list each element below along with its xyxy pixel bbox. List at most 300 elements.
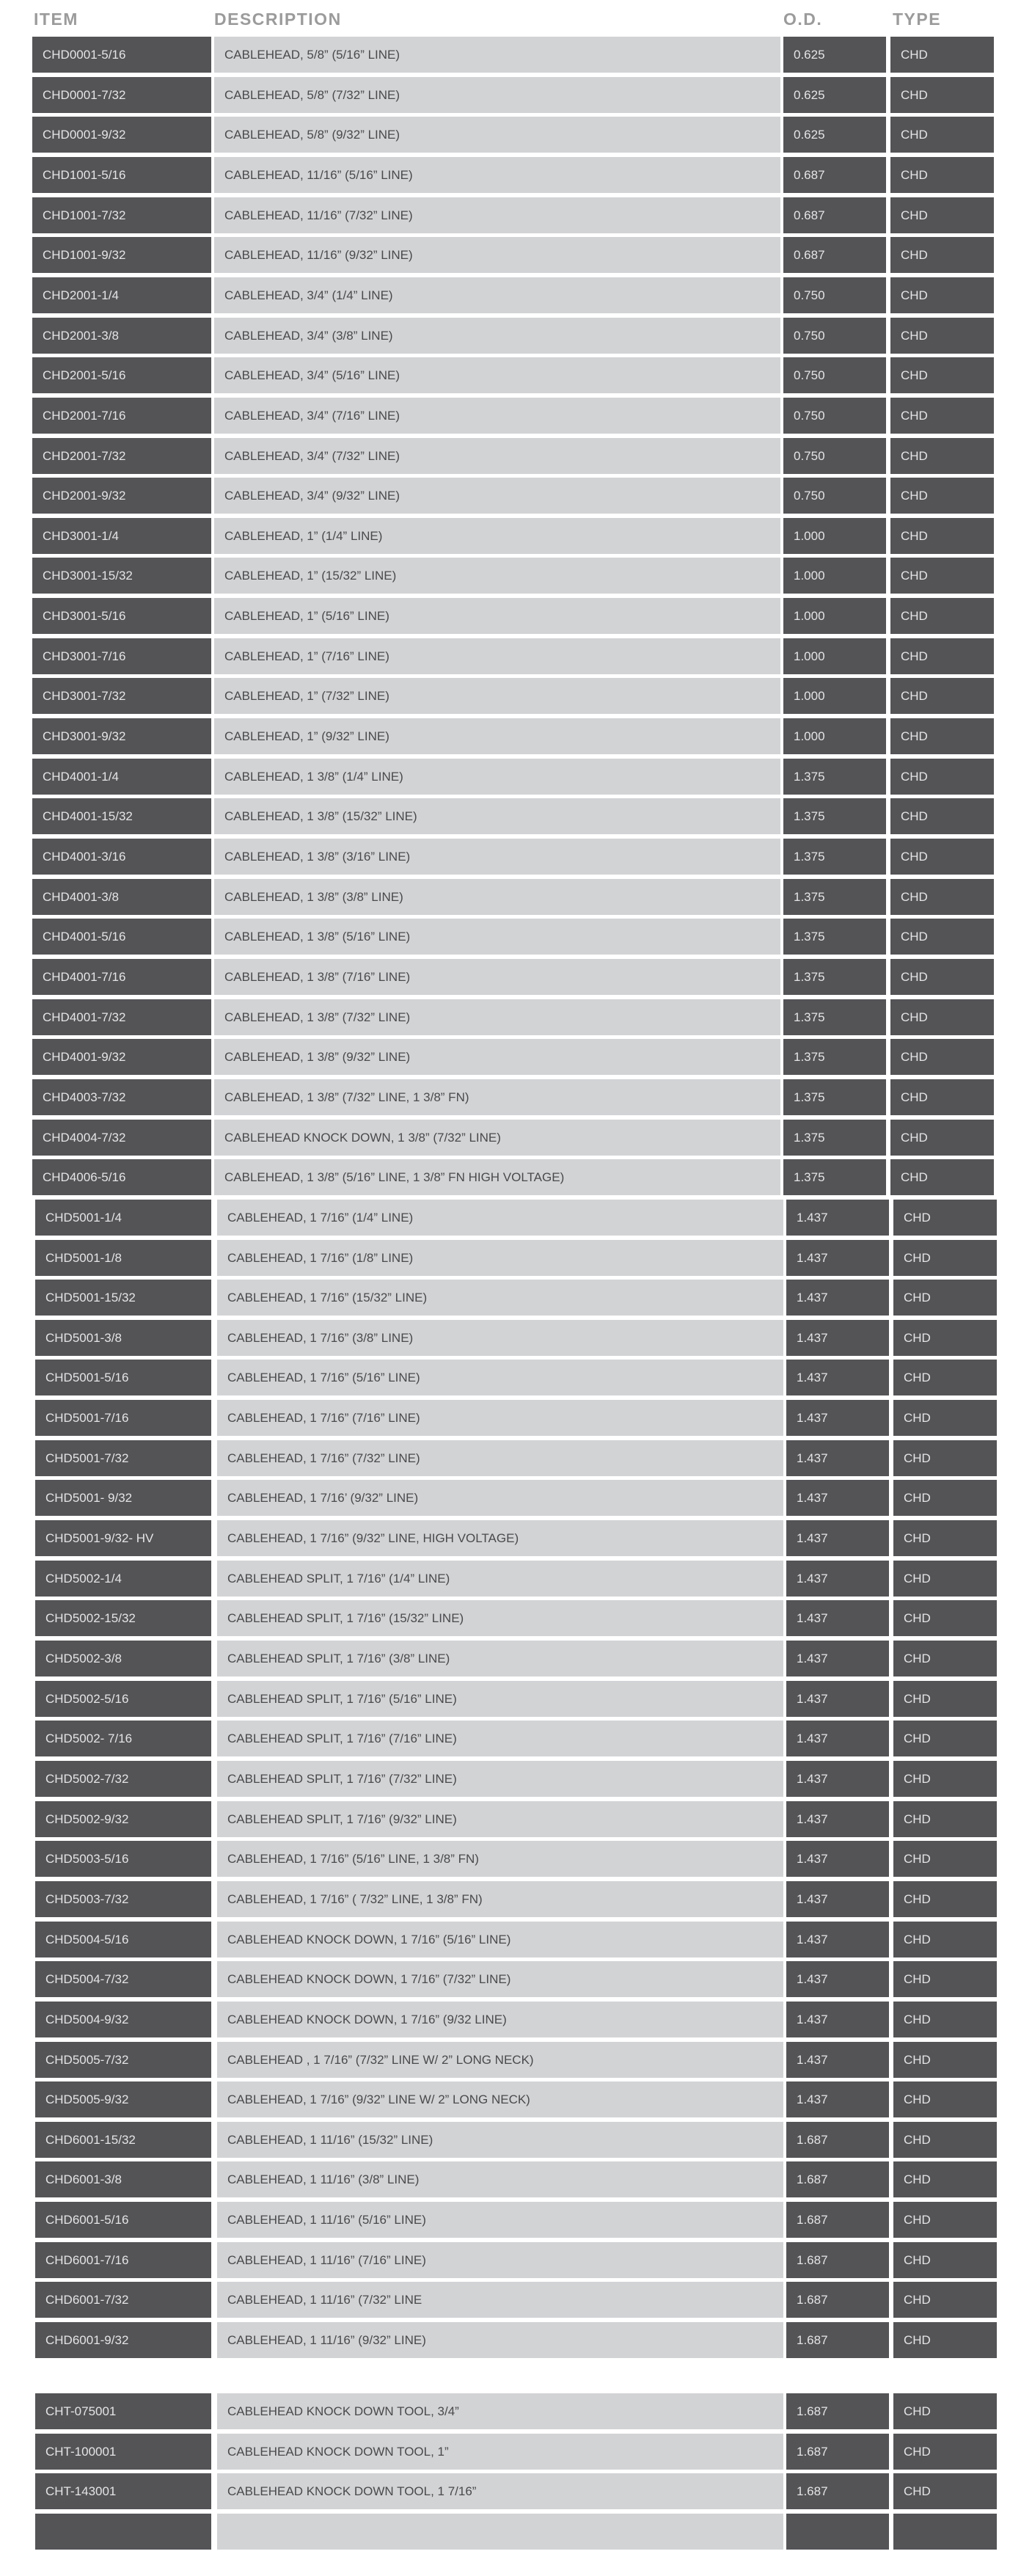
type-cell: CHD (893, 1240, 997, 1276)
type-cell: CHD (890, 759, 994, 795)
od-cell: 0.750 (783, 318, 886, 354)
type-cell: CHD (893, 2161, 997, 2197)
description-cell: CABLEHEAD, 11/16” (7/32” LINE) (214, 197, 780, 233)
type-cell: CHD (890, 357, 994, 393)
item-cell: CHD4001-3/8 (32, 879, 211, 915)
type-cell: CHD (890, 277, 994, 313)
type-cell (893, 2514, 997, 2550)
item-cell: CHT-143001 (35, 2473, 211, 2509)
item-cell: CHD5004-7/32 (35, 1961, 211, 1997)
type-cell: CHD (893, 1520, 997, 1556)
table-row (0, 2122, 1021, 2158)
item-cell: CHD4001-7/32 (32, 999, 211, 1035)
description-cell: CABLEHEAD SPLIT, 1 7/16” (5/16” LINE) (217, 1681, 783, 1717)
item-cell: CHD5001-1/4 (35, 1200, 211, 1236)
type-cell: CHD (893, 1681, 997, 1717)
type-cell: CHD (890, 318, 994, 354)
type-cell: CHD (893, 2081, 997, 2117)
od-cell: 1.687 (786, 2282, 889, 2318)
od-cell: 0.687 (783, 237, 886, 273)
od-cell: 0.750 (783, 478, 886, 514)
od-cell: 1.437 (786, 1440, 889, 1476)
description-cell: CABLEHEAD, 1 7/16” (5/16” LINE, 1 3/8” FN) (217, 1841, 783, 1877)
type-cell: CHD (890, 518, 994, 554)
item-cell: CHD6001-3/8 (35, 2161, 211, 2197)
od-cell: 1.437 (786, 1801, 889, 1837)
description-cell: CABLEHEAD, 3/4” (7/16” LINE) (214, 398, 780, 434)
item-cell: CHD1001-5/16 (32, 157, 211, 193)
description-cell: CABLEHEAD KNOCK DOWN TOOL, 1” (217, 2434, 783, 2470)
description-cell: CABLEHEAD, 1 11/16” (9/32” LINE) (217, 2322, 783, 2358)
item-cell: CHD5004-5/16 (35, 1922, 211, 1957)
od-cell: 0.750 (783, 357, 886, 393)
table-row (0, 1922, 1021, 1957)
tool-row (0, 2393, 1021, 2429)
column-header-od: O.D. (783, 10, 823, 29)
table-row (0, 478, 1021, 514)
type-cell: CHD (893, 2122, 997, 2158)
description-cell: CABLEHEAD, 1 3/8” (7/16” LINE) (214, 959, 780, 995)
item-cell: CHD5005-9/32 (35, 2081, 211, 2117)
description-cell: CABLEHEAD KNOCK DOWN, 1 7/16” (9/32 LINE) (217, 2002, 783, 2037)
od-cell: 1.687 (786, 2322, 889, 2358)
type-cell: CHD (893, 2042, 997, 2078)
table-row (0, 1841, 1021, 1877)
table-row (0, 1561, 1021, 1597)
od-cell: 0.750 (783, 438, 886, 474)
table-row (0, 1721, 1021, 1756)
description-cell: CABLEHEAD, 1” (7/16” LINE) (214, 638, 780, 674)
item-cell: CHD4001-9/32 (32, 1039, 211, 1075)
table-row (0, 277, 1021, 313)
table-row (0, 77, 1021, 113)
od-cell: 1.437 (786, 1922, 889, 1957)
item-cell: CHD4001-1/4 (32, 759, 211, 795)
type-cell: CHD (890, 37, 994, 73)
item-cell: CHD4003-7/32 (32, 1079, 211, 1115)
type-cell: CHD (890, 598, 994, 634)
od-cell: 1.375 (783, 759, 886, 795)
type-cell: CHD (890, 798, 994, 834)
table-row (0, 1320, 1021, 1356)
type-cell: CHD (893, 1600, 997, 1636)
item-cell: CHD0001-5/16 (32, 37, 211, 73)
table-row (0, 518, 1021, 554)
description-cell: CABLEHEAD, 1 3/8” (9/32” LINE) (214, 1039, 780, 1075)
type-cell: CHD (893, 2322, 997, 2358)
item-cell: CHD4001-15/32 (32, 798, 211, 834)
description-cell: CABLEHEAD, 3/4” (5/16” LINE) (214, 357, 780, 393)
item-cell: CHD5002-9/32 (35, 1801, 211, 1837)
table-row (0, 839, 1021, 875)
table-row (0, 438, 1021, 474)
item-cell: CHD6001-15/32 (35, 2122, 211, 2158)
od-cell: 1.375 (783, 919, 886, 955)
table-row (0, 1039, 1021, 1075)
od-cell: 1.437 (786, 2042, 889, 2078)
description-cell: CABLEHEAD, 1 7/16” (1/4” LINE) (217, 1200, 783, 1236)
od-cell: 1.437 (786, 1841, 889, 1877)
description-cell: CABLEHEAD, 1 3/8” (1/4” LINE) (214, 759, 780, 795)
item-cell: CHD2001-7/32 (32, 438, 211, 474)
od-cell: 1.000 (783, 558, 886, 594)
item-cell: CHD3001-7/32 (32, 678, 211, 714)
description-cell: CABLEHEAD, 5/8” (5/16” LINE) (214, 37, 780, 73)
description-cell: CABLEHEAD, 5/8” (7/32” LINE) (214, 77, 780, 113)
table-header (0, 6, 1021, 32)
type-cell: CHD (893, 2473, 997, 2509)
table-row (0, 558, 1021, 594)
od-cell: 1.437 (786, 1561, 889, 1597)
od-cell: 1.687 (786, 2202, 889, 2238)
type-cell: CHD (890, 678, 994, 714)
table-row (0, 1681, 1021, 1717)
item-cell: CHD6001-5/16 (35, 2202, 211, 2238)
type-cell: CHD (890, 398, 994, 434)
type-cell: CHD (893, 2434, 997, 2470)
item-cell: CHD5002- 7/16 (35, 1721, 211, 1756)
description-cell: CABLEHEAD KNOCK DOWN, 1 3/8” (7/32” LINE) (214, 1120, 780, 1156)
item-cell: CHD5002-5/16 (35, 1681, 211, 1717)
table-row (0, 37, 1021, 73)
od-cell: 0.687 (783, 197, 886, 233)
od-cell: 0.625 (783, 37, 886, 73)
table-row (0, 1881, 1021, 1917)
od-cell: 1.000 (783, 638, 886, 674)
od-cell: 1.687 (786, 2434, 889, 2470)
table-row (0, 1801, 1021, 1837)
type-cell: CHD (893, 1841, 997, 1877)
od-cell: 1.437 (786, 1681, 889, 1717)
type-cell: CHD (893, 1641, 997, 1676)
description-cell: CABLEHEAD SPLIT, 1 7/16” (15/32” LINE) (217, 1600, 783, 1636)
table-row (0, 1280, 1021, 1316)
type-cell: CHD (893, 1721, 997, 1756)
description-cell: CABLEHEAD, 1 7/16” (5/16” LINE) (217, 1360, 783, 1395)
od-cell: 1.375 (783, 839, 886, 875)
table-row (0, 1159, 1021, 1195)
table-row (0, 2161, 1021, 2197)
description-cell: CABLEHEAD, 1 3/8” (15/32” LINE) (214, 798, 780, 834)
item-cell: CHD5001-9/32- HV (35, 1520, 211, 1556)
od-cell: 0.625 (783, 77, 886, 113)
table-row (0, 117, 1021, 153)
table-row (0, 1360, 1021, 1395)
description-cell: CABLEHEAD, 1 7/16” (1/8” LINE) (217, 1240, 783, 1276)
od-cell: 1.375 (783, 798, 886, 834)
description-cell: CABLEHEAD, 1” (1/4” LINE) (214, 518, 780, 554)
type-cell: CHD (890, 919, 994, 955)
table-row (0, 1120, 1021, 1156)
description-cell: CABLEHEAD, 1 3/8” (3/8” LINE) (214, 879, 780, 915)
item-cell: CHD3001-15/32 (32, 558, 211, 594)
od-cell: 1.687 (786, 2242, 889, 2278)
table-row (0, 1200, 1021, 1236)
table-row (0, 197, 1021, 233)
item-cell: CHD5001- 9/32 (35, 1480, 211, 1516)
od-cell: 0.625 (783, 117, 886, 153)
table-row (0, 1480, 1021, 1516)
table-row (0, 759, 1021, 795)
item-cell: CHD5002-7/32 (35, 1761, 211, 1797)
type-cell: CHD (890, 157, 994, 193)
item-cell: CHD5005-7/32 (35, 2042, 211, 2078)
column-header-description: DESCRIPTION (214, 10, 342, 29)
description-cell: CABLEHEAD KNOCK DOWN, 1 7/16” (5/16” LINE) (217, 1922, 783, 1957)
item-cell: CHD5003-7/32 (35, 1881, 211, 1917)
description-cell: CABLEHEAD KNOCK DOWN TOOL, 1 7/16” (217, 2473, 783, 2509)
description-cell: CABLEHEAD, 1 3/8” (7/32” LINE) (214, 999, 780, 1035)
description-cell: CABLEHEAD, 1 11/16” (7/32” LINE (217, 2282, 783, 2318)
od-cell: 0.687 (783, 157, 886, 193)
type-cell: CHD (890, 839, 994, 875)
description-cell: CABLEHEAD, 1 11/16” (5/16” LINE) (217, 2202, 783, 2238)
item-cell: CHD1001-7/32 (32, 197, 211, 233)
description-cell: CABLEHEAD, 1 7/16” (7/32” LINE) (217, 1440, 783, 1476)
description-cell: CABLEHEAD, 1 3/8” (7/32” LINE, 1 3/8” FN) (214, 1079, 780, 1115)
item-cell: CHD6001-7/32 (35, 2282, 211, 2318)
type-cell: CHD (890, 1079, 994, 1115)
type-cell: CHD (890, 638, 994, 674)
item-cell: CHD3001-5/16 (32, 598, 211, 634)
table-row (0, 638, 1021, 674)
table-row (0, 798, 1021, 834)
table-row (0, 2202, 1021, 2238)
table-row (0, 2002, 1021, 2037)
item-cell: CHD5001-15/32 (35, 1280, 211, 1316)
item-cell: CHD0001-7/32 (32, 77, 211, 113)
item-cell: CHD5002-15/32 (35, 1600, 211, 1636)
description-cell: CABLEHEAD, 3/4” (9/32” LINE) (214, 478, 780, 514)
description-cell: CABLEHEAD, 1 7/16” (9/32” LINE, HIGH VOLTAGE) (217, 1520, 783, 1556)
item-cell: CHD2001-5/16 (32, 357, 211, 393)
description-cell: CABLEHEAD SPLIT, 1 7/16” (7/16” LINE) (217, 1721, 783, 1756)
description-cell: CABLEHEAD, 1 7/16” (7/16” LINE) (217, 1400, 783, 1436)
type-cell: CHD (893, 1881, 997, 1917)
item-cell: CHD4006-5/16 (32, 1159, 211, 1195)
od-cell: 1.437 (786, 2081, 889, 2117)
table-row (0, 1641, 1021, 1676)
od-cell: 1.000 (783, 518, 886, 554)
description-cell: CABLEHEAD, 3/4” (1/4” LINE) (214, 277, 780, 313)
item-cell: CHD5001-7/32 (35, 1440, 211, 1476)
item-cell: CHD5001-3/8 (35, 1320, 211, 1356)
description-cell: CABLEHEAD, 5/8” (9/32” LINE) (214, 117, 780, 153)
type-cell: CHD (893, 1280, 997, 1316)
item-cell (35, 2514, 211, 2550)
od-cell: 1.437 (786, 1200, 889, 1236)
type-cell: CHD (893, 1480, 997, 1516)
description-cell: CABLEHEAD, 1” (5/16” LINE) (214, 598, 780, 634)
type-cell: CHD (893, 1200, 997, 1236)
table-row (0, 999, 1021, 1035)
od-cell: 1.437 (786, 1641, 889, 1676)
table-row (0, 2081, 1021, 2117)
item-cell: CHD3001-1/4 (32, 518, 211, 554)
type-cell: CHD (893, 1961, 997, 1997)
od-cell: 1.687 (786, 2393, 889, 2429)
type-cell: CHD (890, 1159, 994, 1195)
od-cell: 1.375 (783, 1120, 886, 1156)
description-cell: CABLEHEAD KNOCK DOWN, 1 7/16” (7/32” LINE) (217, 1961, 783, 1997)
tool-row (0, 2473, 1021, 2509)
item-cell: CHD4004-7/32 (32, 1120, 211, 1156)
od-cell: 1.437 (786, 1761, 889, 1797)
item-cell: CHD4001-3/16 (32, 839, 211, 875)
type-cell: CHD (893, 1360, 997, 1395)
od-cell: 1.437 (786, 1600, 889, 1636)
table-row (0, 1400, 1021, 1436)
od-cell: 1.437 (786, 1360, 889, 1395)
description-cell: CABLEHEAD SPLIT, 1 7/16” (7/32” LINE) (217, 1761, 783, 1797)
table-row (0, 2242, 1021, 2278)
od-cell: 0.750 (783, 398, 886, 434)
type-cell: CHD (893, 1801, 997, 1837)
description-cell: CABLEHEAD, 1 7/16” (3/8” LINE) (217, 1320, 783, 1356)
table-row (0, 357, 1021, 393)
item-cell: CHD2001-7/16 (32, 398, 211, 434)
item-cell: CHD5002-1/4 (35, 1561, 211, 1597)
type-cell: CHD (893, 2242, 997, 2278)
column-header-item: ITEM (34, 10, 78, 29)
description-cell: CABLEHEAD KNOCK DOWN TOOL, 3/4” (217, 2393, 783, 2429)
table-row (0, 1761, 1021, 1797)
type-cell: CHD (890, 438, 994, 474)
od-cell: 1.437 (786, 1400, 889, 1436)
type-cell: CHD (890, 558, 994, 594)
description-cell: CABLEHEAD, 11/16” (5/16” LINE) (214, 157, 780, 193)
table-row (0, 879, 1021, 915)
item-cell: CHD5001-5/16 (35, 1360, 211, 1395)
type-cell: CHD (890, 77, 994, 113)
type-cell: CHD (890, 197, 994, 233)
type-cell: CHD (890, 1120, 994, 1156)
table-row (0, 1600, 1021, 1636)
table-row (0, 1079, 1021, 1115)
table-row (0, 959, 1021, 995)
type-cell: CHD (893, 1320, 997, 1356)
type-cell: CHD (893, 2282, 997, 2318)
description-cell: CABLEHEAD, 1 3/8” (5/16” LINE, 1 3/8” FN HIGH VOLTAGE) (214, 1159, 780, 1195)
od-cell: 1.375 (783, 879, 886, 915)
od-cell: 1.437 (786, 1280, 889, 1316)
od-cell: 1.375 (783, 1039, 886, 1075)
od-cell: 1.437 (786, 2002, 889, 2037)
item-cell: CHD5001-1/8 (35, 1240, 211, 1276)
od-cell: 1.000 (783, 598, 886, 634)
table-row (0, 398, 1021, 434)
item-cell: CHD2001-1/4 (32, 277, 211, 313)
description-cell: CABLEHEAD , 1 7/16” (7/32” LINE W/ 2” LONG NECK) (217, 2042, 783, 2078)
od-cell: 1.000 (783, 718, 886, 754)
description-cell: CABLEHEAD SPLIT, 1 7/16” (9/32” LINE) (217, 1801, 783, 1837)
od-cell: 1.687 (786, 2161, 889, 2197)
description-cell: CABLEHEAD, 1 7/16’ (9/32” LINE) (217, 1480, 783, 1516)
type-cell: CHD (893, 1922, 997, 1957)
type-cell: CHD (890, 879, 994, 915)
description-cell: CABLEHEAD SPLIT, 1 7/16” (1/4” LINE) (217, 1561, 783, 1597)
description-cell: CABLEHEAD SPLIT, 1 7/16” (3/8” LINE) (217, 1641, 783, 1676)
description-cell: CABLEHEAD, 1 11/16” (7/16” LINE) (217, 2242, 783, 2278)
description-cell (217, 2514, 783, 2550)
table-row (0, 1240, 1021, 1276)
table-row (0, 678, 1021, 714)
type-cell: CHD (890, 237, 994, 273)
od-cell: 1.437 (786, 1520, 889, 1556)
od-cell: 1.375 (783, 1159, 886, 1195)
item-cell: CHT-075001 (35, 2393, 211, 2429)
od-cell: 1.437 (786, 1240, 889, 1276)
type-cell: CHD (890, 999, 994, 1035)
od-cell: 1.437 (786, 1320, 889, 1356)
type-cell: CHD (893, 1761, 997, 1797)
od-cell (786, 2514, 889, 2550)
type-cell: CHD (893, 2393, 997, 2429)
table-row (0, 718, 1021, 754)
type-cell: CHD (890, 718, 994, 754)
item-cell: CHD5003-5/16 (35, 1841, 211, 1877)
column-header-type: TYPE (893, 10, 942, 29)
item-cell: CHD6001-7/16 (35, 2242, 211, 2278)
od-cell: 0.750 (783, 277, 886, 313)
description-cell: CABLEHEAD, 1 7/16” (15/32” LINE) (217, 1280, 783, 1316)
item-cell: CHD6001-9/32 (35, 2322, 211, 2358)
item-cell: CHD3001-7/16 (32, 638, 211, 674)
description-cell: CABLEHEAD, 3/4” (7/32” LINE) (214, 438, 780, 474)
od-cell: 1.437 (786, 1881, 889, 1917)
description-cell: CABLEHEAD, 1 11/16” (3/8” LINE) (217, 2161, 783, 2197)
item-cell: CHD5002-3/8 (35, 1641, 211, 1676)
description-cell: CABLEHEAD, 1” (7/32” LINE) (214, 678, 780, 714)
item-cell: CHD0001-9/32 (32, 117, 211, 153)
type-cell: CHD (890, 117, 994, 153)
table-row (0, 157, 1021, 193)
od-cell: 1.437 (786, 1480, 889, 1516)
od-cell: 1.000 (783, 678, 886, 714)
table-row (0, 2042, 1021, 2078)
type-cell: CHD (890, 959, 994, 995)
table-row (0, 598, 1021, 634)
description-cell: CABLEHEAD, 3/4” (3/8” LINE) (214, 318, 780, 354)
type-cell: CHD (893, 1400, 997, 1436)
item-cell: CHD5004-9/32 (35, 2002, 211, 2037)
od-cell: 1.437 (786, 1721, 889, 1756)
od-cell: 1.687 (786, 2473, 889, 2509)
description-cell: CABLEHEAD, 1 3/8” (5/16” LINE) (214, 919, 780, 955)
table-row (0, 237, 1021, 273)
item-cell: CHD1001-9/32 (32, 237, 211, 273)
table-row (0, 2322, 1021, 2358)
table-row (0, 919, 1021, 955)
od-cell: 1.375 (783, 1079, 886, 1115)
table-row (0, 1440, 1021, 1476)
description-cell: CABLEHEAD, 1 7/16” (9/32” LINE W/ 2” LONG NECK) (217, 2081, 783, 2117)
table-row (0, 1520, 1021, 1556)
type-cell: CHD (893, 2002, 997, 2037)
od-cell: 1.375 (783, 959, 886, 995)
type-cell: CHD (893, 2202, 997, 2238)
od-cell: 1.687 (786, 2122, 889, 2158)
item-cell: CHD5001-7/16 (35, 1400, 211, 1436)
description-cell: CABLEHEAD, 1 7/16” ( 7/32” LINE, 1 3/8” FN) (217, 1881, 783, 1917)
tool-row (0, 2514, 1021, 2550)
type-cell: CHD (893, 1561, 997, 1597)
od-cell: 1.375 (783, 999, 886, 1035)
type-cell: CHD (890, 478, 994, 514)
tool-row (0, 2434, 1021, 2470)
table-row (0, 2282, 1021, 2318)
item-cell: CHD3001-9/32 (32, 718, 211, 754)
